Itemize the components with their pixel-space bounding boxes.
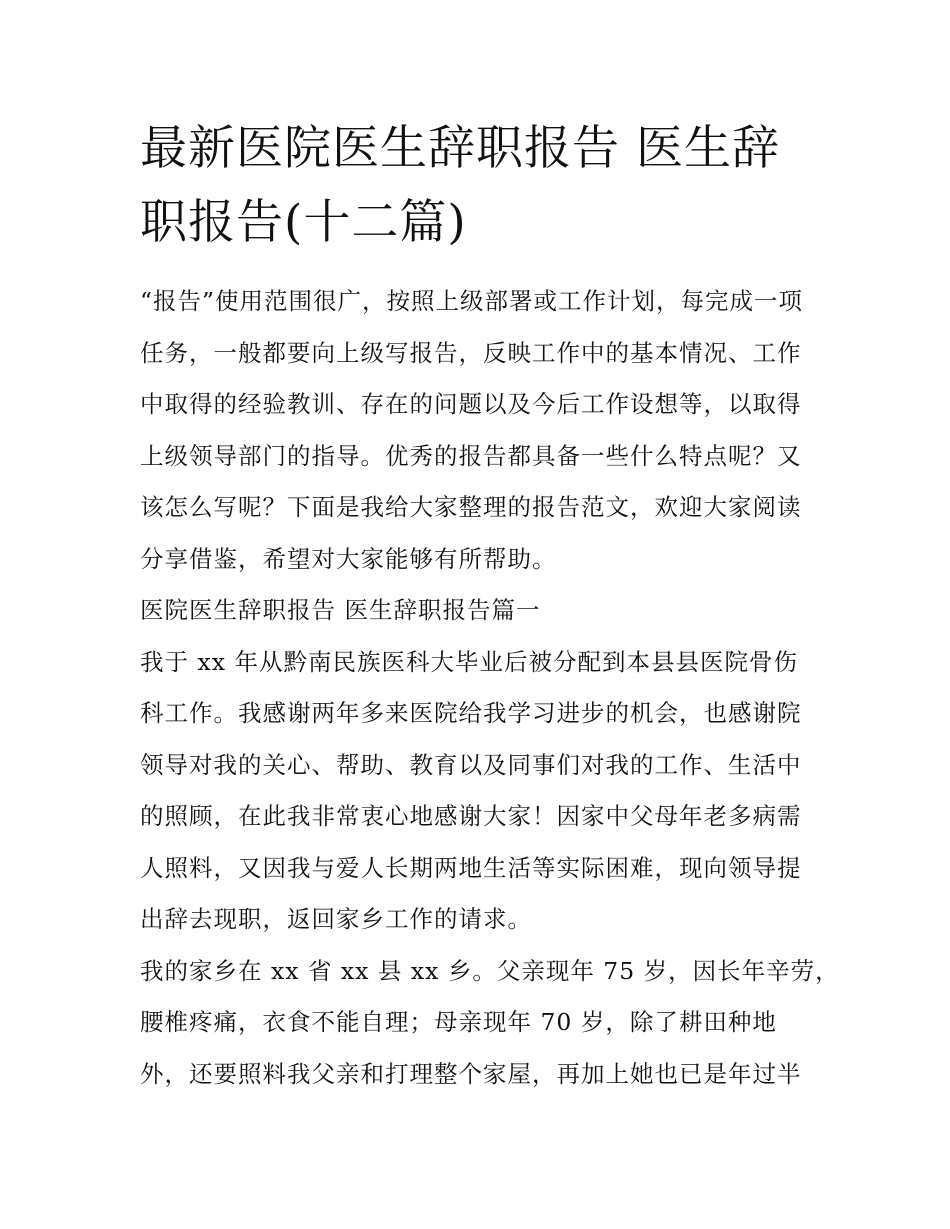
intro-line: 分享借鉴，希望对大家能够有所帮助。	[140, 544, 557, 573]
intro-line: 任务，一般都要向上级写报告，反映工作中的基本情况、工作	[140, 338, 802, 367]
title-line: 职报告(十二篇)	[140, 195, 467, 250]
section-heading: 医院医生辞职报告 医生辞职报告篇一	[140, 596, 541, 624]
paragraph-line: 外，还要照料我父亲和打理整个家屋，再加上她也已是年过半	[140, 1059, 802, 1088]
paragraph-line: 科工作。我感谢两年多来医院给我学习进步的机会，也感谢院	[140, 699, 802, 727]
paragraph-line: 我的家乡在 xx 省 xx 县 xx 乡。父亲现年 75 岁，因长年辛劳，	[140, 956, 840, 985]
paragraph-line: 我于 xx 年从黔南民族医科大毕业后被分配到本县县医院骨伤	[140, 647, 798, 676]
title-line: 最新医院医生辞职报告 医生辞	[140, 121, 780, 176]
intro-line: 中取得的经验教训、存在的问题以及今后工作设想等，以取得	[140, 390, 802, 418]
intro-line: 上级领导部门的指导。优秀的报告都具备一些什么特点呢？又	[140, 441, 802, 470]
intro-line: “报告”使用范围很广，按照上级部署或工作计划，每完成一项	[140, 287, 804, 315]
paragraph-line: 腰椎疼痛，衣食不能自理；母亲现年 70 岁，除了耕田种地	[140, 1008, 777, 1036]
document-body	[140, 276, 840, 1100]
paragraph-line: 领导对我的关心、帮助、教育以及同事们对我的工作、生活中	[140, 750, 802, 779]
paragraph-line: 人照料，又因我与爱人长期两地生活等实际困难，现向领导提	[140, 853, 802, 882]
intro-line: 该怎么写呢？下面是我给大家整理的报告范文，欢迎大家阅读	[140, 493, 802, 521]
document-title	[140, 112, 820, 260]
paragraph-line: 出辞去现职，返回家乡工作的请求。	[140, 905, 532, 933]
paragraph-line: 的照顾，在此我非常衷心地感谢大家！因家中父母年老多病需	[140, 802, 802, 830]
